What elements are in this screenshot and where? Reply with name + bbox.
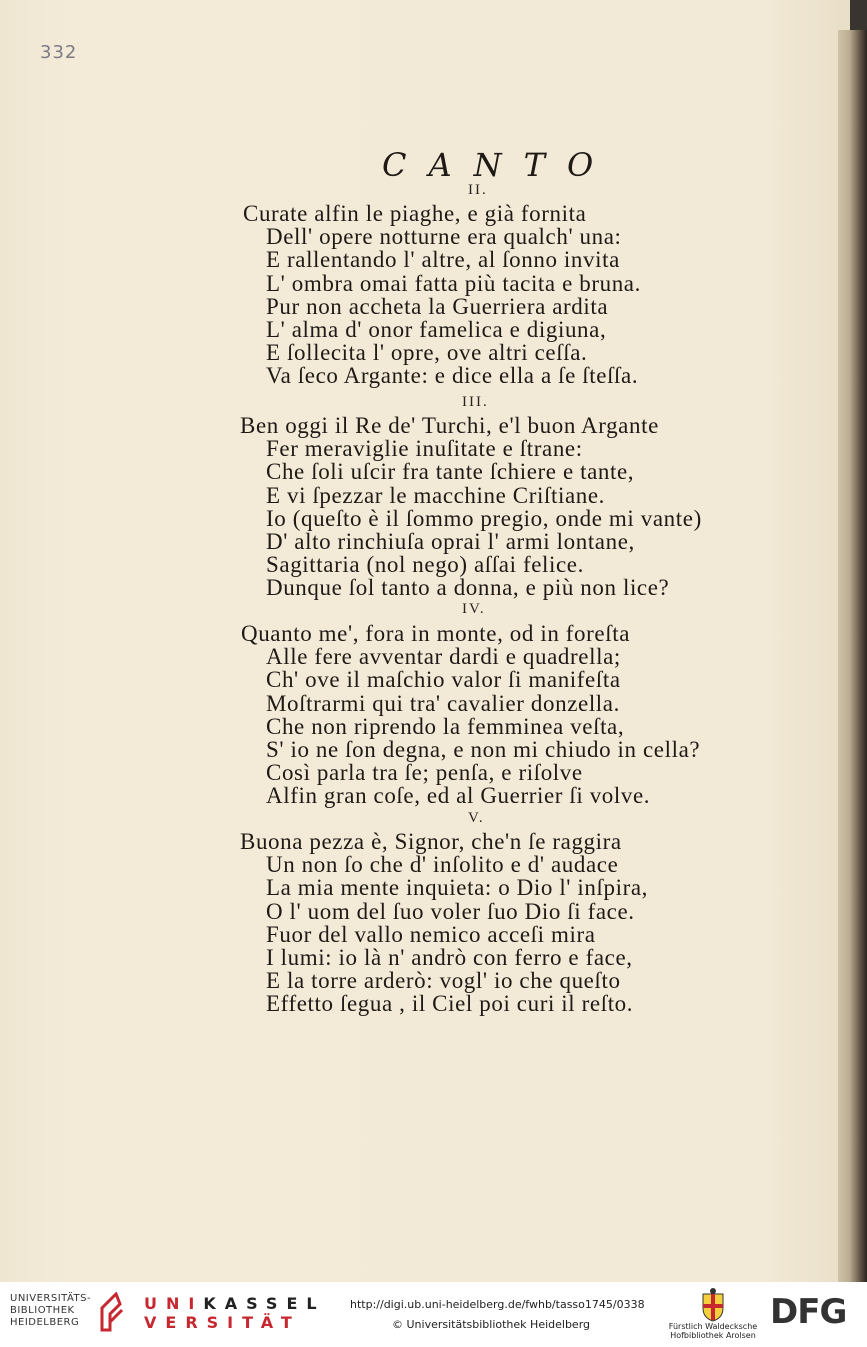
stanza-number: II. [468,182,488,198]
verse-line: Io (queſto è il ſommo pregio, onde mi vante) [266,505,702,531]
kassel-logo-text [144,1294,326,1332]
verse-line: Alle fere avventar dardi e quadrella; [266,644,621,670]
verse-line: Pur non accheta la Guerriera ardita [266,293,609,319]
verse-line: Così parla tra ſe; penſa, e riſolve [266,760,583,786]
page-edge [838,30,867,1282]
verse-line: E ſollecita l' opre, ove altri ceſſa. [266,340,588,366]
verse-line: S' io ne ſon degna, e non mi chiudo in cella? [266,737,701,762]
verse-line: O l' uom del ſuo voler ſuo Dio ſi face. [266,898,635,924]
verse-line: Alfin gran coſe, ed al Guerrier ſi volve. [266,783,651,809]
arolsen-line: Hofbibliothek Arolsen [670,1331,756,1340]
canto-title: CANTO [382,146,616,184]
verse-line: Ben oggi il Re de' Turchi, e'l buon Argante [240,413,659,438]
verse-line: Effetto ſegua , il Ciel poi curi il reſto. [266,991,634,1017]
verse-line: Sagittaria (nol nego) aſſai felice. [266,552,584,578]
heidelberg-logo-icon [96,1292,126,1332]
verse-line: Quanto me', fora in monte, od in foreſta [241,621,631,646]
verse-line: E rallentando l' altre, al ſonno invita [266,247,620,273]
verse-line: Un non ſo che d' inſolito e d' audace [266,852,619,878]
footer-bar [0,1282,867,1347]
uni-hd-line: BIBLIOTHEK [10,1305,75,1316]
verse-line: Dell' opere notturne era qualch' una: [266,224,622,250]
verse-line: Che non riprendo la femminea veſta, [266,713,625,739]
kassel-uni: UNI [144,1294,204,1313]
stanza-number: III. [462,394,489,410]
waldeck-crest-icon [700,1288,726,1322]
verse-line: Fer meraviglie inuſitate e ſtrane: [266,436,583,462]
uni-heidelberg-logo-text [10,1293,91,1329]
verse-line: Dunque ſol tanto a donna, e più non lice? [266,575,670,601]
stanza-number: V. [468,810,485,826]
permalink[interactable]: http://digi.ub.uni-heidelberg.de/fwhb/tasso1745/0338 [350,1298,645,1311]
verse-line: D' alto rinchiuſa oprai l' armi lontane, [266,529,635,554]
kassel-versitaet: VERSITÄT [144,1313,301,1332]
verse-line: I lumi: io là n' andrò con ferro e face, [266,945,633,970]
verse-line: E la torre arderò: vogl' io che queſto [266,968,621,994]
arolsen-logo-text [668,1322,758,1340]
uni-hd-line: HEIDELBERG [10,1317,80,1328]
kassel-kassel: KASSEL [203,1294,326,1313]
verse-line: Moſtrarmi qui tra' cavalier donzella. [266,690,620,716]
arolsen-line: Fürstlich Waldecksche [668,1322,758,1331]
verse-line: Va ſeco Argante: e dice ella a ſe ſteſſa. [266,363,639,389]
verse-line: E vi ſpezzar le macchine Criſtiane. [266,482,606,508]
verse-line: Ch' ove il maſchio valor ſi manifeſta [266,667,621,693]
verse-line: Fuor del vallo nemico acceſi mira [266,921,596,947]
page-number: 332 [40,42,78,63]
dfg-logo: DFG [770,1292,847,1332]
verse-line: Che ſoli uſcir fra tante ſchiere e tante, [266,459,635,485]
verse-line: Curate alfin le piaghe, e già fornita [243,201,587,226]
copyright-notice: © Universitätsbibliothek Heidelberg [392,1318,591,1331]
verse-line: L' ombra omai fatta più tacita e bruna. [266,270,641,296]
verse-line: Buona pezza è, Signor, che'n ſe raggira [240,829,622,854]
verse-line: La mia mente inquieta: o Dio l' inſpira, [266,875,648,901]
stanza-number: IV. [462,601,486,617]
verse-line: L' alma d' onor famelica e digiuna, [266,317,607,342]
uni-hd-line: UNIVERSITÄTS- [10,1293,92,1304]
